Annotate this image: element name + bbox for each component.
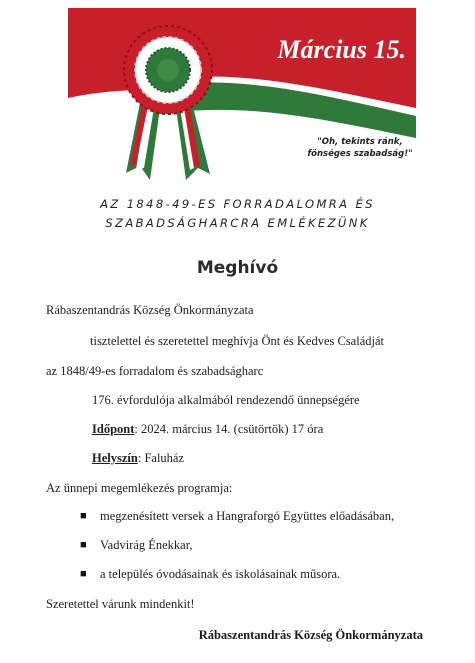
bullet-icon: ■ [80,510,87,522]
subtitle-line1: AZ 1848-49-ES FORRADALOMRA ÉS [100,197,375,211]
program-item: Vadvirág Énekkar, [100,538,193,552]
time-value: : 2024. március 14. (csütörtök) 17 óra [134,422,324,436]
place-value: : Faluház [137,451,185,465]
program-item: a település óvodásainak és iskolásainak műsora. [100,567,341,581]
place-row [92,451,184,466]
banner-quote-line2: fönséges szabadság!" [307,149,413,159]
time-label: Időpont [92,422,135,436]
anniversary-line: 176. évfordulója alkalmából rendezendő ünnepségére [92,393,360,407]
event-line: az 1848/49-es forradalom és szabadságharc [46,364,264,378]
closing-line: Szeretettel várunk mindenkit! [46,597,195,611]
place-label: Helyszín [92,451,138,465]
program-intro: Az ünnepi megemlékezés programja: [46,481,233,495]
invitation-title: Meghívó [196,258,279,278]
organizer-line: Rábaszentandrás Község Önkormányzata [46,303,254,317]
bullet-icon: ■ [80,568,87,580]
cockade-rosette [124,26,212,114]
signature: Rábaszentandrás Község Önkormányzata [198,628,423,642]
invite-line: tisztelettel és szeretettel meghívja Önt és Kedves Családját [90,334,384,348]
banner-date-text: Március 15. [277,35,406,64]
banner-quote-line1: "Oh, tekints ránk, [317,137,403,147]
bullet-icon: ■ [80,539,87,551]
header-banner [68,8,416,186]
cockade-banner-image [68,8,416,186]
time-row [92,422,323,437]
subtitle-line2: SZABADSÁGHARCRA EMLÉKEZÜNK [105,216,370,230]
program-item: megzenésített versek a Hangraforgó Együttes előadásában, [100,509,395,523]
